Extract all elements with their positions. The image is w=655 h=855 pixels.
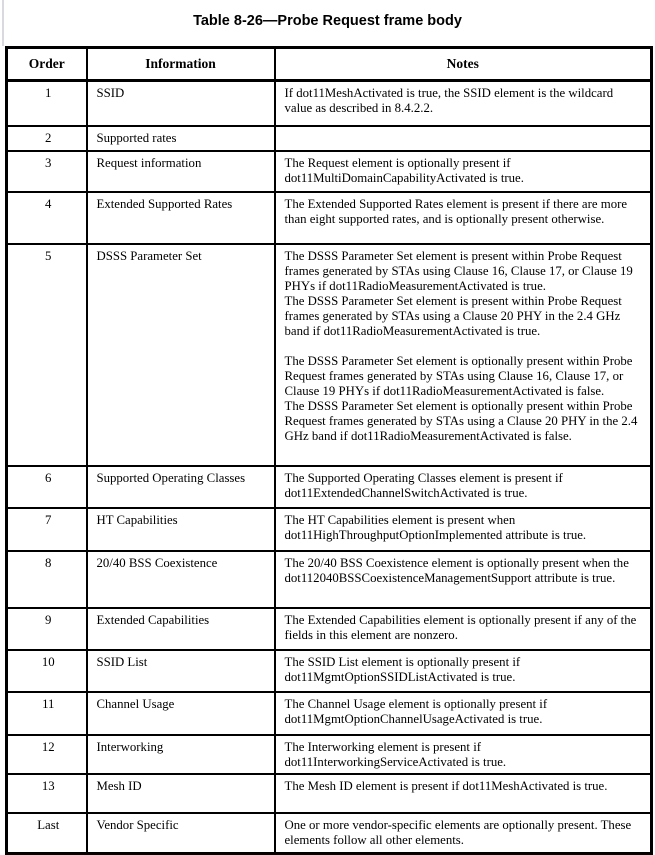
table-row — [7, 813, 652, 854]
table-row — [7, 608, 652, 650]
column-header-information: Information — [87, 48, 275, 81]
order-cell: 11 — [7, 692, 87, 735]
page-edge-line — [2, 0, 4, 46]
notes-cell — [275, 81, 652, 126]
note-paragraph: If dot11MeshActivated is true, the SSID element is the wildcard value as described in 8.4.2.2. — [284, 86, 614, 115]
notes-cell — [275, 692, 652, 735]
table-body — [7, 81, 652, 854]
order-cell: Last — [7, 813, 87, 854]
note-paragraph: One or more vendor-specific elements are optionally present. These elements follow all other elements. — [284, 817, 632, 847]
note-paragraph: The Supported Operating Classes element is present if dot11ExtendedChannelSwitchActivated is true. — [284, 470, 563, 500]
information-cell: Supported rates — [87, 126, 275, 151]
table-row — [7, 81, 652, 126]
information-cell: DSSS Parameter Set — [87, 244, 275, 466]
order-cell: 10 — [7, 650, 87, 692]
note-paragraph: The 20/40 BSS Coexistence element is optionally present when the dot112040BSSCoexistenceManagementSupport attribute is true. — [284, 555, 629, 585]
notes-cell — [275, 192, 652, 244]
information-cell: Extended Capabilities — [87, 608, 275, 650]
notes-cell — [275, 508, 652, 551]
table-row — [7, 508, 652, 551]
order-cell: 6 — [7, 466, 87, 508]
notes-cell — [275, 735, 652, 774]
header-row — [7, 48, 652, 81]
note-paragraph: The Extended Supported Rates element is present if there are more than eight supported rates, and is optionally present otherwise. — [284, 196, 628, 226]
notes-cell — [275, 650, 652, 692]
order-cell: 12 — [7, 735, 87, 774]
column-header-order: Order — [7, 48, 87, 81]
information-cell: Extended Supported Rates — [87, 192, 275, 244]
information-cell: SSID List — [87, 650, 275, 692]
table-row — [7, 650, 652, 692]
information-cell: 20/40 BSS Coexistence — [87, 551, 275, 608]
table-row — [7, 466, 652, 508]
order-cell: 7 — [7, 508, 87, 551]
information-cell: Interworking — [87, 735, 275, 774]
note-paragraph: The Extended Capabilities element is optionally present if any of the fields in this element are nonzero. — [284, 612, 637, 642]
information-cell: HT Capabilities — [87, 508, 275, 551]
order-cell: 5 — [7, 244, 87, 466]
notes-cell — [275, 813, 652, 854]
table-row — [7, 735, 652, 774]
information-cell: Request information — [87, 151, 275, 192]
note-paragraph: The DSSS Parameter Set element is optionally present within Probe Request frames generated by STAs using a Clause 20 PHY in the 2.4 GHz band if dot11RadioMeasurementActivated is false. — [284, 398, 638, 443]
table-caption: Table 8-26—Probe Request frame body — [193, 13, 462, 29]
notes-cell — [275, 774, 652, 813]
table-row — [7, 192, 652, 244]
note-paragraph: The SSID List element is optionally present if dot11MgmtOptionSSIDListActivated is true. — [284, 654, 521, 684]
table-header — [7, 48, 652, 81]
notes-cell — [275, 608, 652, 650]
note-paragraph — [285, 339, 645, 354]
note-paragraph: The Request element is optionally present if dot11MultiDomainCapabilityActivated is true. — [284, 155, 524, 185]
order-cell: 4 — [7, 192, 87, 244]
order-cell: 3 — [7, 151, 87, 192]
order-cell: 2 — [7, 126, 87, 151]
order-cell: 8 — [7, 551, 87, 608]
information-cell: Mesh ID — [87, 774, 275, 813]
note-paragraph: The Interworking element is present if dot11InterworkingServiceActivated is true. — [284, 739, 507, 769]
table-row — [7, 151, 652, 192]
information-cell: Channel Usage — [87, 692, 275, 735]
note-paragraph: The Channel Usage element is optionally present if dot11MgmtOptionChannelUsageActivated is true. — [284, 696, 548, 726]
table-row — [7, 774, 652, 813]
note-paragraph: The DSSS Parameter Set element is present within Probe Request frames generated by STAs using a Clause 20 PHY in the 2.4 GHz band if dot11RadioMeasurementActivated is true. — [284, 293, 622, 338]
note-paragraph: The HT Capabilities element is present when dot11HighThroughputOptionImplemented attribute is true. — [284, 512, 587, 542]
notes-cell — [275, 126, 652, 151]
table-row — [7, 692, 652, 735]
notes-cell — [275, 551, 652, 608]
probe-request-frame-body-table — [5, 46, 653, 855]
information-cell: Supported Operating Classes — [87, 466, 275, 508]
note-paragraph: The Mesh ID element is present if dot11MeshActivated is true. — [284, 778, 608, 793]
information-cell: SSID — [87, 81, 275, 126]
order-cell: 9 — [7, 608, 87, 650]
note-paragraph: The DSSS Parameter Set element is present within Probe Request frames generated by STAs using Clause 16, Clause 17, or Clause 19 PHYs if dot11RadioMeasurementActivated is true. — [284, 248, 633, 293]
order-cell: 1 — [7, 81, 87, 126]
information-cell: Vendor Specific — [87, 813, 275, 854]
notes-cell — [275, 244, 652, 466]
table-row — [7, 551, 652, 608]
table-row — [7, 244, 652, 466]
notes-cell — [275, 466, 652, 508]
note-paragraph: The DSSS Parameter Set element is optionally present within Probe Request frames generated by STAs using Clause 16, Clause 17, or Clause 19 PHYs if dot11RadioMeasurementActivated is false. — [284, 353, 633, 398]
table-row — [7, 126, 652, 151]
notes-cell — [275, 151, 652, 192]
order-cell: 13 — [7, 774, 87, 813]
column-header-notes: Notes — [275, 48, 652, 81]
